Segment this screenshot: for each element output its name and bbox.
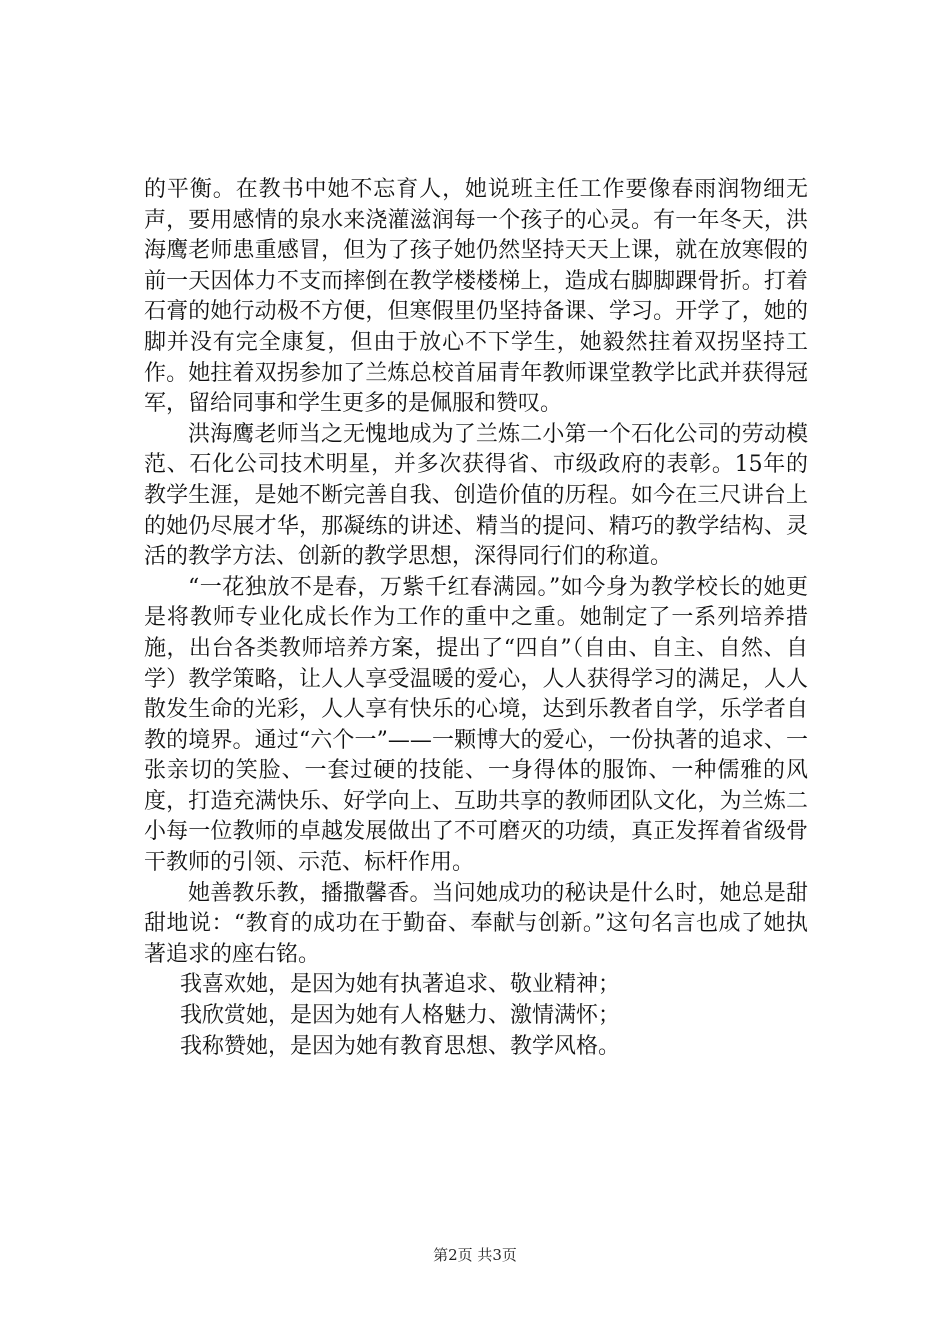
paragraph-leadership: “一花独放不是春，万紫千红春满园。”如今身为教学校长的她更是将教师专业化成长作为工作的重中之重。她制定了一系列培养措施，出台各类教师培养方案，提出了“四自”（自由、自主、自然、自学）教学策略，让人人享受温暖的爱心，人人获得学习的满足，人人散发生命的光彩，人人享有快乐的心境，达到乐教者自学，乐学者自教的境界。通过“六个一”——一颗博大的爱心，一份执著的追求、一张亲切的笑脸、一套过硬的技能、一身得体的服饰、一种儒雅的风度，打造充满快乐、好学向上、互助共享的教师团队文化，为兰炼二小每一位教师的卓越发展做出了不可磨灭的功绩，真正发挥着省级骨干教师的引领、示范、标杆作用。 (144, 574, 808, 876)
paragraph-honors: 洪海鹰老师当之无愧地成为了兰炼二小第一个石化公司的劳动模范、石化公司技术明星，并多次获得省、市级政府的表彰。15年的教学生涯，是她不断完善自我、创造价值的历程。如今在三尺讲台上的她仍尽展才华，那凝练的讲述、精当的提问、精巧的教学结构、灵活的教学方法、创新的教学思想，深得同行们的称道。 (144, 421, 808, 570)
paragraph-continuation: 的平衡。在教书中她不忘育人，她说班主任工作要像春雨润物细无声，要用感情的泉水来浇灌滋润每一个孩子的心灵。有一年冬天，洪海鹰老师患重感冒，但为了孩子她仍然坚持天天上课，就在放寒假的前一天因体力不支而摔倒在教学楼楼梯上，造成右脚脚踝骨折。打着石膏的她行动极不方便，但寒假里仍坚持备课、学习。开学了，她的脚并没有完全康复，但由于放心不下学生，她毅然拄着双拐坚持工作。她拄着双拐参加了兰炼总校首届青年教师课堂教学比武并获得冠军，留给同事和学生更多的是佩服和赞叹。 (144, 177, 808, 417)
closing-line-like: 我喜欢她，是因为她有执著追求、敬业精神； (180, 972, 621, 998)
page-number-footer: 第2页 共3页 (433, 1246, 517, 1264)
closing-line-praise: 我称赞她，是因为她有教育思想、教学风格。 (180, 1033, 621, 1059)
closing-line-appreciate: 我欣赏她，是因为她有人格魅力、激情满怀； (180, 1003, 621, 1029)
paragraph-motto: 她善教乐教，播撒馨香。当问她成功的秘诀是什么时，她总是甜甜地说：“教育的成功在于勤奋、奉献与创新。”这句名言也成了她执著追求的座右铭。 (144, 880, 808, 967)
document-body (144, 175, 808, 1062)
